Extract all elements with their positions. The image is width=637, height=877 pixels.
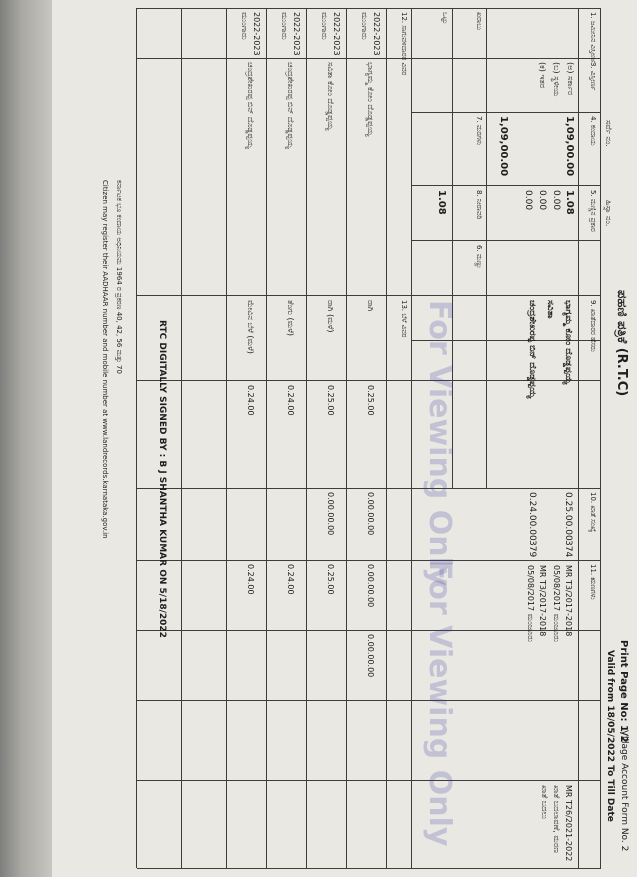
crop-value: 0.24.00: [286, 564, 295, 595]
crop-area: 0.24.00: [286, 385, 295, 416]
col-head-trees: 7. ಮರಗಳು: [475, 116, 483, 146]
watermark: For Viewing Only: [422, 300, 457, 587]
page-title: ಪಹಣಿ ಪತ್ರಿಕೆ (R.T.C): [614, 290, 629, 397]
crop-season: ಮುಂಗಾರು: [360, 12, 369, 40]
watermark: For Viewing Only: [422, 560, 457, 847]
note-status: ಖಾತೆ ಬದಲು: [540, 785, 549, 820]
zero-value-1: 0.00: [551, 190, 561, 211]
note-ref: MR T26/2021-2022: [564, 785, 573, 862]
col-head-liabilities: 11. ಋಣಗಳು: [589, 564, 597, 600]
owner-mr: 374: [563, 540, 573, 558]
crop-name: ಮೇವಿನ ಬೆಳೆ (ಮಳೆ): [246, 300, 255, 354]
print-page: Print Page No: 1/2: [618, 640, 629, 743]
zero-value-3: 0.00: [523, 190, 533, 211]
mutation-ref: MR T3/2017-2018: [538, 565, 547, 637]
crop-season: ಮುಂಗಾರು: [240, 12, 249, 40]
mutation-ref: MR T3/2017-2018: [564, 565, 573, 637]
total-extent: 1,09,00.00: [564, 116, 575, 177]
mutation-date: 05/08/2017 ಮಂಜೂರು: [526, 565, 535, 643]
crop-value: 0.00.00.00: [366, 564, 375, 608]
mutation-date: 05/08/2017 ಮಂಜೂರು: [552, 565, 561, 643]
crop-owner: ಚಂದ್ರಶೇಖರಪ್ಪ ಬಿನ್ ದೊಡ್ಡಪ್ಪಯ್ಯ: [286, 62, 295, 149]
crop-owner: ಸವಿತಾ ಕೋಂ ದೊಡ್ಡಪ್ಪಯ್ಯ: [326, 62, 335, 131]
crop-year: 2022-2023: [292, 12, 301, 56]
crop-name: ರಾಗಿ: [366, 300, 375, 312]
form-number: Village Account Form No. 2: [619, 730, 629, 852]
owner-name: ಸವಿತಾ: [545, 300, 555, 319]
zero-value-2: 0.00: [537, 190, 547, 211]
crop-value: 0.00.00.00: [366, 492, 375, 536]
extent-a-label: (ಅ) ಸರ್ಕಾರ: [566, 62, 575, 96]
hissa-label: ಹಿಸ್ಸಾ ನಂ.: [604, 200, 613, 227]
crop-value: 0.00.00.00: [326, 492, 335, 536]
crop-name: ತೆಂಗು (ಮಳೆ): [286, 300, 295, 337]
binding-strip: [0, 0, 52, 877]
assessment-value: 1.08: [564, 190, 575, 215]
owner-extent: 0.24.00.00: [527, 492, 537, 541]
crop-name: ರಾಗಿ (ಮಳೆ): [326, 300, 335, 333]
extent-b-label: (ಬ) ಸ್ಥಳೀಯ: [552, 62, 561, 97]
owner-name: ಭಾಗ್ಯಮ್ಮ ಕೋಂ ದೊಡ್ಡಪ್ಪಯ್ಯ: [563, 300, 573, 385]
crop-year: 2022-2023: [332, 12, 341, 56]
col-head-area: 3. ವಿಸ್ತೀರ್ಣ: [589, 62, 597, 91]
valid-from: Valid from 18/05/2022 To Till Date: [605, 650, 615, 822]
col-head-extent: 1. ಜಮೀನಿನ ವಿಸ್ತೀರ್ಣ: [589, 12, 597, 64]
crop-owner: ಭಾಗ್ಯಮ್ಮ ಕೋಂ ದೊಡ್ಡಪ್ಪಯ್ಯ: [366, 62, 375, 137]
owner-extent: 0.25.00.00: [563, 492, 573, 541]
crop-value: 0.00.00.00: [366, 634, 375, 678]
col-head-khata: 10. ಖಾತೆ ಸಂಖ್ಯೆ: [589, 492, 597, 533]
col-head-kharab: ಖರಾಬು: [475, 12, 483, 31]
crop-area: 0.25.00: [366, 385, 375, 416]
col-head-cultivator: 12. ಸಾಗುವಳಿದಾರರ ವಿವರ: [400, 12, 408, 76]
col-head-owner: 9. ಖಾತೆದಾರರ ಹೆಸರು: [589, 300, 597, 352]
crop-area: 0.25.00: [326, 385, 335, 416]
crop-season: ಮುಂಗಾರು: [280, 12, 289, 40]
col-head-revenue: 4. ಕಂದಾಯ: [589, 116, 597, 146]
crop-value: 0.24.00: [246, 564, 255, 595]
kharab-extent: 1,09,00.00: [498, 116, 509, 177]
crop-year: 2022-2023: [252, 12, 261, 56]
extent-c-label: (ಕ) ಇತರ: [538, 62, 547, 89]
note-text: ಖಾತೆ ಬದಲಾವಣೆ, ಮರಣ: [552, 785, 561, 853]
assessment-total: 1.08: [436, 190, 447, 215]
crop-area: 0.24.00: [246, 385, 255, 416]
crop-value: 0.25.00: [326, 564, 335, 595]
crop-year: 2022-2023: [372, 12, 381, 56]
survey-label: ಸರ್ವೆ ನಂ.: [604, 120, 613, 147]
rtc-record: [52, 0, 637, 877]
col-head-crop: 13. ಬೆಳೆ ವಿವರ: [400, 300, 408, 338]
crop-season: ಮುಂಗಾರು: [320, 12, 329, 40]
col-head-irrigation: 8. ನೀರಾವರಿ: [475, 190, 483, 220]
col-head-soil: 6. ಮಣ್ಣು: [475, 245, 483, 269]
col-head-soil-type: 5. ಮಣ್ಣಿನ ಪ್ರಕಾರ: [589, 190, 597, 232]
owner-mr: 379: [527, 540, 537, 558]
citizen-note: Citizen may register their AADHAAR number and mobile number at www.landrecords.karnataka.gov.in: [101, 180, 109, 539]
col-head-totals: ಒಟ್ಟು: [441, 12, 449, 25]
crop-owner: ಚಂದ್ರಶೇಖರಪ್ಪ ಬಿನ್ ದೊಡ್ಡಪ್ಪಯ್ಯ: [246, 62, 255, 149]
owner-name: ಚಂದ್ರಶೇಖರಪ್ಪ ಬಿನ್ ದೊಡ್ಡಪ್ಪಯ್ಯ: [527, 300, 537, 399]
digital-signature: RTC DIGITALLY SIGNED BY : B J SHANTHA KUMAR ON 5/18/2022: [157, 320, 167, 638]
section-note: ಕರ್ನಾಟಕ ಭೂ ಕಂದಾಯ ಅಧಿನಿಯಮ 1964 ರ ಪ್ರಕರಣ 40, 42, 56 ಮತ್ತು 70: [115, 180, 123, 374]
